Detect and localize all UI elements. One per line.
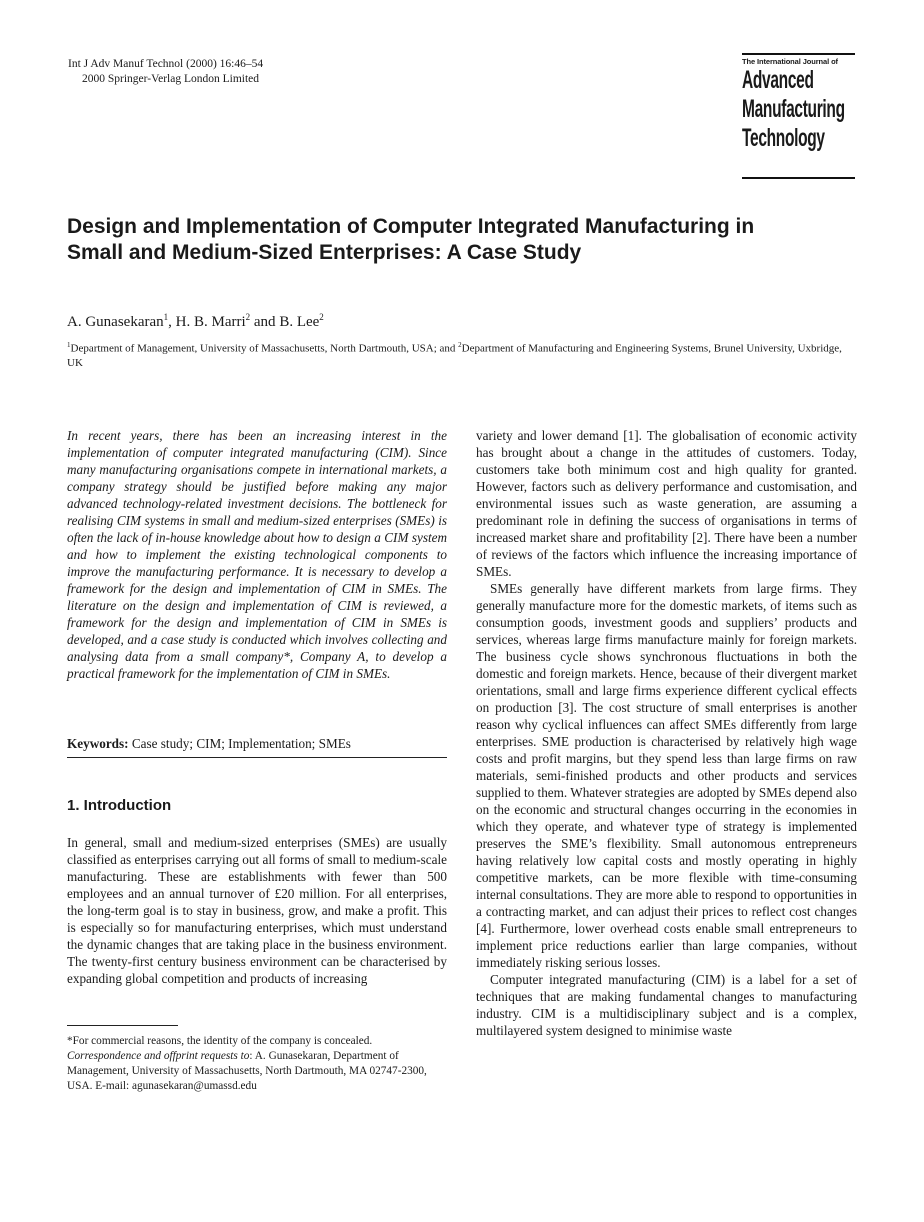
- footnote-correspondence: [67, 1049, 451, 1094]
- logo-line-manufacturing: Manufacturing: [742, 95, 845, 123]
- keywords-list: Case study; CIM; Implementation; SMEs: [131, 736, 351, 751]
- footnote-company: *For commercial reasons, the identity of the company is concealed.: [67, 1035, 373, 1047]
- author-name: H. B. Marri: [175, 314, 246, 330]
- abstract-divider: [67, 757, 447, 758]
- footnote-rule: [67, 1025, 178, 1026]
- author-affil-sup: 1: [163, 312, 169, 322]
- footnotes: [67, 1034, 451, 1094]
- journal-citation-block: [68, 57, 263, 87]
- abstract: In recent years, there has been an increasing interest in the implementation of computer integrated manufacturing (CIM). Since many manufacturing organisations compete in international markets, a company strategy should be justified before making any major advanced technology-related investment decisions. The bottleneck for realising CIM systems in small and medium-sized enterprises (SMEs) is often the lack of in-house knowledge about how to design a CIM system and how to implement the existing technological components to improve the manufacturing performance. It is necessary to develop a framework for the design and implementation of CIM in SMEs. The literature on the design and implementation of CIM is reviewed, a framework for the design and implementation of CIM in SMEs is developed, and a case study is conducted which involves collecting and analysing data from a small company*, Company A, to develop a practical framework for the implementation of CIM in SMEs.: [67, 428, 447, 681]
- journal-citation: Int J Adv Manuf Technol (2000) 16:46–54: [68, 58, 264, 70]
- journal-logo: [742, 53, 855, 179]
- logo-subtitle: The International Journal of: [742, 57, 838, 66]
- section-heading: 1. Introduction: [67, 797, 172, 814]
- affil-text: Department of Management, University of Massachusetts, North Dartmouth, USA; and: [70, 342, 459, 355]
- copyright-line: [68, 72, 263, 87]
- copyright-text: 2000 Springer-Verlag London Limited: [82, 73, 260, 85]
- keywords: [67, 736, 351, 752]
- logo-line-technology: Technology: [742, 124, 825, 152]
- author-affil-sup: 2: [319, 312, 324, 322]
- body-paragraph: Computer integrated manufacturing (CIM) is a label for a set of techniques that are making fundamental changes to manufacturing industry. CIM is a multidisciplinary subject and is a complex, multilayered system designed to minimise waste: [476, 972, 857, 1038]
- article-title: Design and Implementation of Computer Integrated Manufacturing in Small and Medium-Sized Enterprises: A Case Study: [67, 215, 755, 264]
- author-separator: ,: [168, 314, 176, 330]
- affiliations: [67, 338, 857, 370]
- keywords-label: Keywords:: [67, 736, 129, 751]
- affil-sup: 2: [458, 341, 462, 349]
- intro-paragraph: In general, small and medium-sized enterprises (SMEs) are usually classified as enterprises carrying out all forms of small to medium-scale manufacturing. These are establishments with fewer than 500 employees and an annual turnover of £20 million. For all enterprises, the long-term goal is to stay in business, grow, and make a profit. This is especially so for manufacturing enterprises, which must understand the dynamic changes that are taking place in the business environment. The twenty-first century business environment can be characterised by expanding global competition and products of increasing: [67, 835, 447, 986]
- affil-sup: 1: [67, 341, 71, 349]
- logo-bottom-rule: [742, 177, 855, 179]
- body-paragraph: SMEs generally have different markets from large firms. They generally manufacture more for the domestic markets, of items such as consumption goods, investment goods and suppliers’ products and services, whereas large firms manufacture mainly for foreign markets. The business cycle shows synchronous fluctuations in both the domestic and foreign markets. Hence, because of their divergent market orientations, small and large firms experience different cyclical effects on production [3]. The cost structure of small enterprises is another reason why cyclical influences can affect SMEs differently from large enterprises. SME production is characterised by relatively high wage costs and profit margins, but they spend less than large firms on raw materials, semi-finished products and other products and services supplied to them. Whatever strategies are adopted by SMEs depend also on the economic and structural changes occurring in the economies in which they operate, and whatever type of strategy is implemented preserves the SME’s flexibility. Small autonomous entrepreneurs having relatively low capital costs and mostly operating in highly competitive markets, can be more flexible with time-consuming internal consultations. They are more able to respond to opportunities in a contracting market, and can adjust their prices to reflect cost changes [4]. Furthermore, lower overhead costs enable small entrepreneurs to implement price reductions earlier than large companies, without immediately risking serious losses.: [476, 581, 857, 970]
- correspondence-label: Correspondence and offprint requests to: [67, 1050, 250, 1062]
- right-column: [476, 427, 857, 1039]
- author-name: B. Lee: [279, 314, 320, 330]
- author-list: [67, 312, 324, 331]
- logo-line-advanced: Advanced: [742, 66, 814, 94]
- affil-text: Department of Manufacturing and Engineering Systems, Brunel University, Uxbridge, UK: [67, 342, 842, 369]
- body-paragraph: variety and lower demand [1]. The globalisation of economic activity has brought about a change in the attitudes of customers. Today, customers take both minimum cost and high quality for granted. However, factors such as delivery performance and customisation, and environmental issues such as waste generation, are assuming a predominant role in defining the success of organisations in terms of increased market share and profitability [2]. There have been a number of reviews of the factors which influence the increasing importance of SMEs.: [476, 428, 857, 579]
- author-name: A. Gunasekaran: [67, 314, 164, 330]
- correspondence-text: : A. Gunasekaran, Department of Management, University of Massachusetts, North Dartmouth, MA 02747-2300, USA. E-mail: agunasekaran@umassd.edu: [67, 1050, 427, 1092]
- author-affil-sup: 2: [245, 312, 251, 322]
- author-separator: and: [250, 314, 280, 330]
- logo-top-rule: [742, 53, 855, 55]
